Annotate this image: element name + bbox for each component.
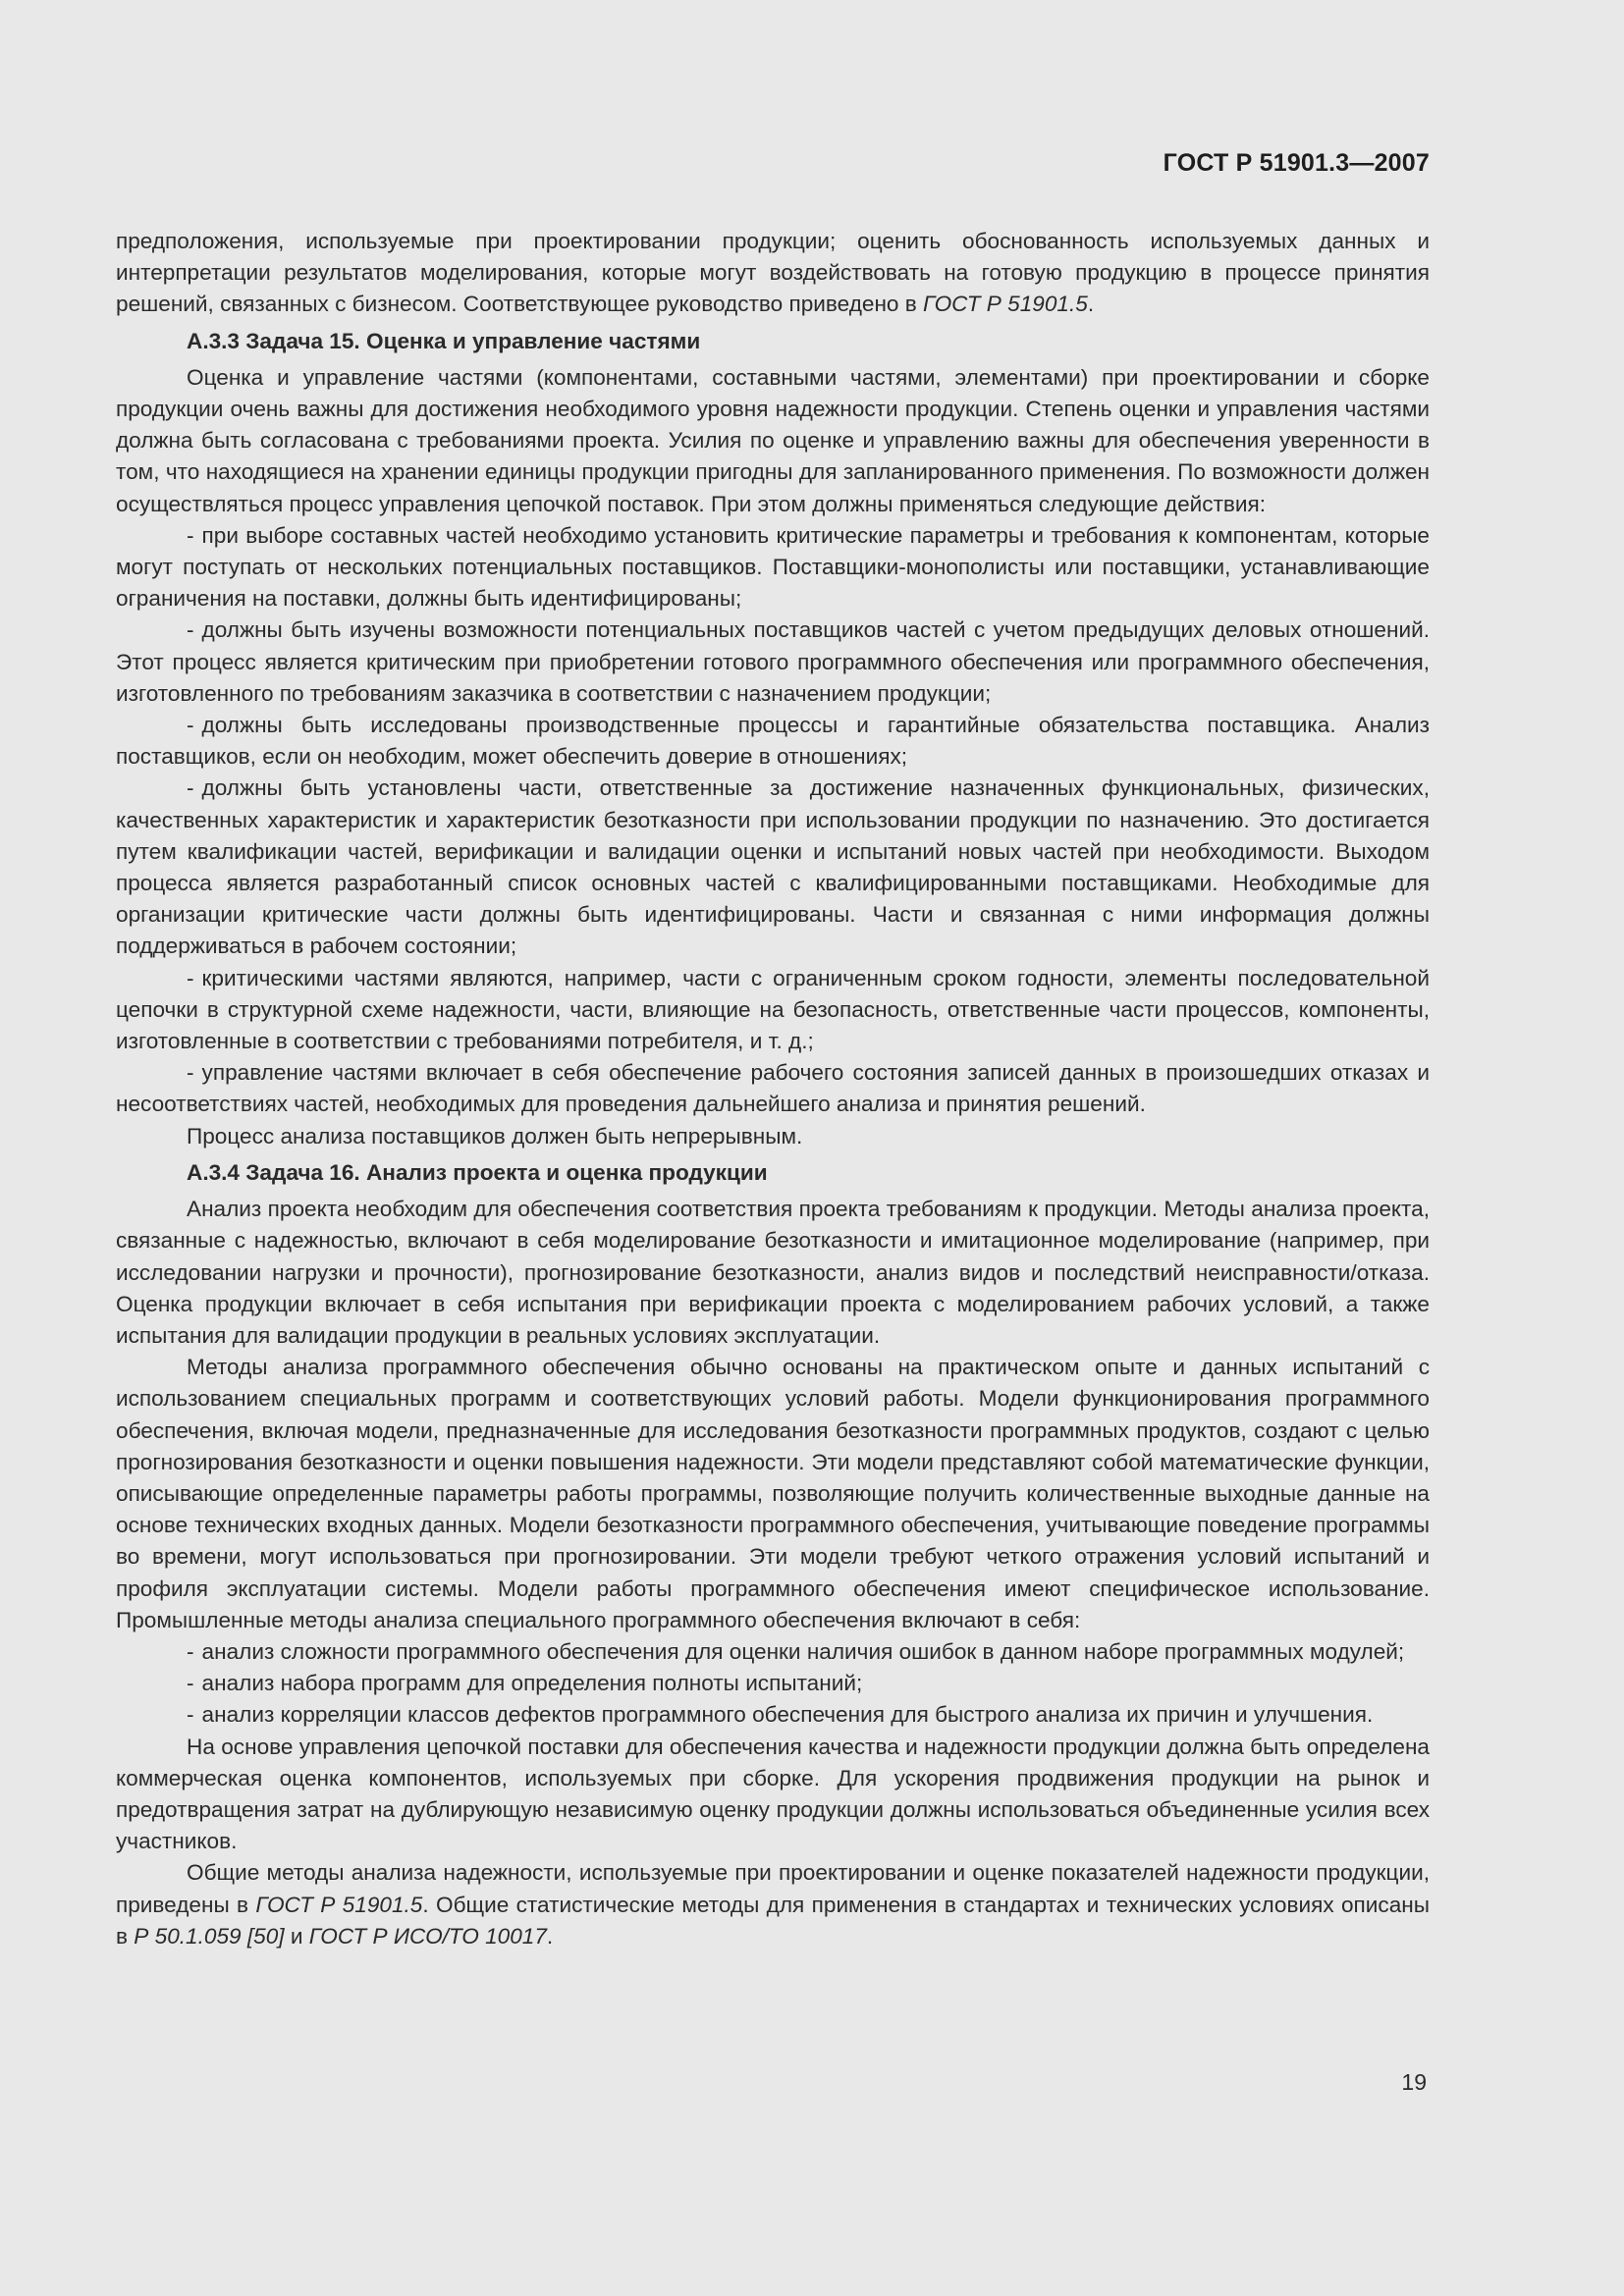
paragraph-text: и (284, 1923, 309, 1949)
list-item-text: анализ корреляции классов дефектов программного обеспечения для быстрого анализа их причин и улучшения. (201, 1702, 1374, 1728)
list-item: - при выборе составных частей необходимо установить критические параметры и требования к компонентам, которые могут поступать от нескольких потенциальных поставщиков. Поставщики-монополисты или поставщики, устанавливающие ограничения на поставки, должны быть идентифицированы; (116, 522, 1430, 612)
section-heading-a33: А.3.3 Задача 15. Оценка и управление частями (187, 328, 701, 353)
list-item-text: критическими частями являются, например, части с ограниченным сроком годности, элементы последовательной цепочки в структурной схеме надежности, части, влияющие на безопасность, ответственные части процессов, компоненты, изготовленные в соответствии с требованиями потребителя, и т. д.; (116, 965, 1430, 1054)
list-item-text: должны быть изучены возможности потенциальных поставщиков частей с учетом предыдущих деловых отношений. Этот процесс является критическим при приобретении готового программного обеспечения или программного обеспечения, изготовленного по требованиям заказчика в соответствии с назначением продукции; (116, 617, 1430, 706)
standard-reference: ГОСТ Р 51901.5 (255, 1892, 423, 1917)
paragraph-text: Общие методы анализа надежности, используемые при проектировании и оценке показателей надежности продукции, приведены в (116, 1860, 1430, 1917)
list-item: - должны быть исследованы производственные процессы и гарантийные обязательства поставщика. Анализ поставщиков, если он необходим, может обеспечить доверие в отношениях; (116, 713, 1430, 770)
list-item: - анализ корреляции классов дефектов программного обеспечения для быстрого анализа их причин и улучшения. (187, 1702, 1374, 1728)
list-item: - управление частями включает в себя обеспечение рабочего состояния записей данных в произошедших отказах и несоответствиях частей, необходимых для проведения дальнейшего анализа и принятия решений. (116, 1060, 1430, 1117)
paragraph (116, 226, 1430, 321)
standard-reference: Р 50.1.059 [50] (134, 1923, 285, 1949)
list-item: - должны быть установлены части, ответственные за достижение назначенных функциональных, физических, качественных характеристик и характеристик безотказности при использовании продукции по назначению. Это достигается путем квалификации частей, верификации и валидации оценки и испытаний новых частей при необходимости. Выходом процесса является разработанный список основных частей с квалифицированными поставщиками. Необходимые для организации критические части должны быть идентифицированы. Части и связанная с ними информация должны поддерживаться в рабочем состоянии; (116, 775, 1430, 959)
paragraph: На основе управления цепочкой поставки для обеспечения качества и надежности продукции должна быть определена коммерческая оценка компонентов, используемых при сборке. Для ускорения продвижения продукции на рынок и предотвращения затрат на дублирующую независимую оценку продукции должны использоваться объединенные усилия всех участников. (116, 1734, 1430, 1854)
paragraph (116, 1857, 1430, 1952)
section-heading-a34: А.3.4 Задача 16. Анализ проекта и оценка продукции (187, 1159, 768, 1185)
standard-reference: ГОСТ Р 51901.5 (923, 292, 1088, 317)
paragraph-text: . (1087, 292, 1095, 317)
paragraph: Процесс анализа поставщиков должен быть непрерывным. (187, 1123, 803, 1148)
standard-reference: ГОСТ Р ИСО/ТО 10017 (308, 1923, 547, 1949)
paragraph: Анализ проекта необходим для обеспечения соответствия проекта требованиям к продукции. Методы анализа проекта, связанные с надежностью, включают в себя моделирование безотказности и имитационное моделирование (например, при исследовании нагрузки и прочности), прогнозирование безотказности, анализ видов и последствий неисправности/отказа. Оценка продукции включает в себя испытания при верификации проекта с моделированием рабочих условий, а также испытания для валидации продукции в реальных условиях эксплуатации. (116, 1197, 1430, 1348)
list-item-text: анализ сложности программного обеспечения для оценки наличия ошибок в данном наборе программных модулей; (201, 1638, 1405, 1664)
paragraph: Оценка и управление частями (компонентами, составными частями, элементами) при проектировании и сборке продукции очень важны для достижения необходимого уровня надежности продукции. Степень оценки и управления частями должна быть согласована с требованиями проекта. Усилия по оценке и управлению важны для обеспечения уверенности в том, что находящиеся на хранении единицы продукции пригодны для запланированного применения. По возможности должен осуществляться процесс управления цепочкой поставок. При этом должны применяться следующие действия: (116, 364, 1430, 516)
page-number: 19 (1401, 2069, 1427, 2095)
document-code: ГОСТ Р 51901.3—2007 (1163, 149, 1430, 177)
list-item-text: управление частями включает в себя обеспечение рабочего состояния записей данных в произошедших отказах и несоответствиях частей, необходимых для проведения дальнейшего анализа и принятия решений. (116, 1060, 1430, 1117)
list-item-text: при выборе составных частей необходимо установить критические параметры и требования к компонентам, которые могут поступать от нескольких потенциальных поставщиков. Поставщики-монополисты или поставщики, устанавливающие ограничения на поставки, должны быть идентифицированы; (116, 522, 1430, 612)
list-item: - должны быть изучены возможности потенциальных поставщиков частей с учетом предыдущих деловых отношений. Этот процесс является критическим при приобретении готового программного обеспечения или программного обеспечения, изготовленного по требованиям заказчика в соответствии с назначением продукции; (116, 617, 1430, 706)
list-item: - анализ сложности программного обеспечения для оценки наличия ошибок в данном наборе программных модулей; (187, 1638, 1405, 1664)
paragraph-text: предположения, используемые при проектировании продукции; оценить обоснованность используемых данных и интерпретации результатов моделирования, которые могут воздействовать на готовую продукцию в процессе принятия решений, связанных с бизнесом. Соответствующее руководство приведено в (116, 229, 1430, 317)
page-body (116, 226, 1430, 1952)
paragraph-text: . Общие статистические методы для применения в стандартах и технических условиях описаны в (116, 1892, 1430, 1949)
list-item-text: должны быть исследованы производственные процессы и гарантийные обязательства поставщика. Анализ поставщиков, если он необходим, может обеспечить доверие в отношениях; (116, 713, 1430, 770)
list-item: - критическими частями являются, например, части с ограниченным сроком годности, элементы последовательной цепочки в структурной схеме надежности, части, влияющие на безопасность, ответственные части процессов, компоненты, изготовленные в соответствии с требованиями потребителя, и т. д.; (116, 965, 1430, 1054)
list-item-text: анализ набора программ для определения полноты испытаний; (201, 1671, 863, 1696)
list-item-text: должны быть установлены части, ответственные за достижение назначенных функциональных, физических, качественных характеристик и характеристик безотказности при использовании продукции по назначению. Это достигается путем квалификации частей, верификации и валидации оценки и испытаний новых частей при необходимости. Выходом процесса является разработанный список основных частей с квалифицированными поставщиками. Необходимые для организации критические части должны быть идентифицированы. Части и связанная с ними информация должны поддерживаться в рабочем состоянии; (116, 775, 1430, 959)
paragraph-text: . (546, 1923, 554, 1949)
list-item: - анализ набора программ для определения полноты испытаний; (187, 1671, 863, 1696)
paragraph: Методы анализа программного обеспечения обычно основаны на практическом опыте и данных испытаний с использованием специальных программ и соответствующих условий работы. Модели функционирования программного обеспечения, включая модели, предназначенные для исследования безотказности программных продуктов, создают с целью прогнозирования безотказности и оценки повышения надежности. Эти модели представляют собой математические функции, описывающие определенные параметры работы программы, позволяющие получить количественные выходные данные на основе технических входных данных. Модели безотказности программного обеспечения, учитывающие поведение программы во времени, могут использоваться при прогнозировании. Эти модели требуют четкого отражения условий испытаний и профиля эксплуатации системы. Модели работы программного обеспечения имеют специфическое использование. Промышленные методы анализа специального программного обеспечения включают в себя: (116, 1355, 1430, 1632)
